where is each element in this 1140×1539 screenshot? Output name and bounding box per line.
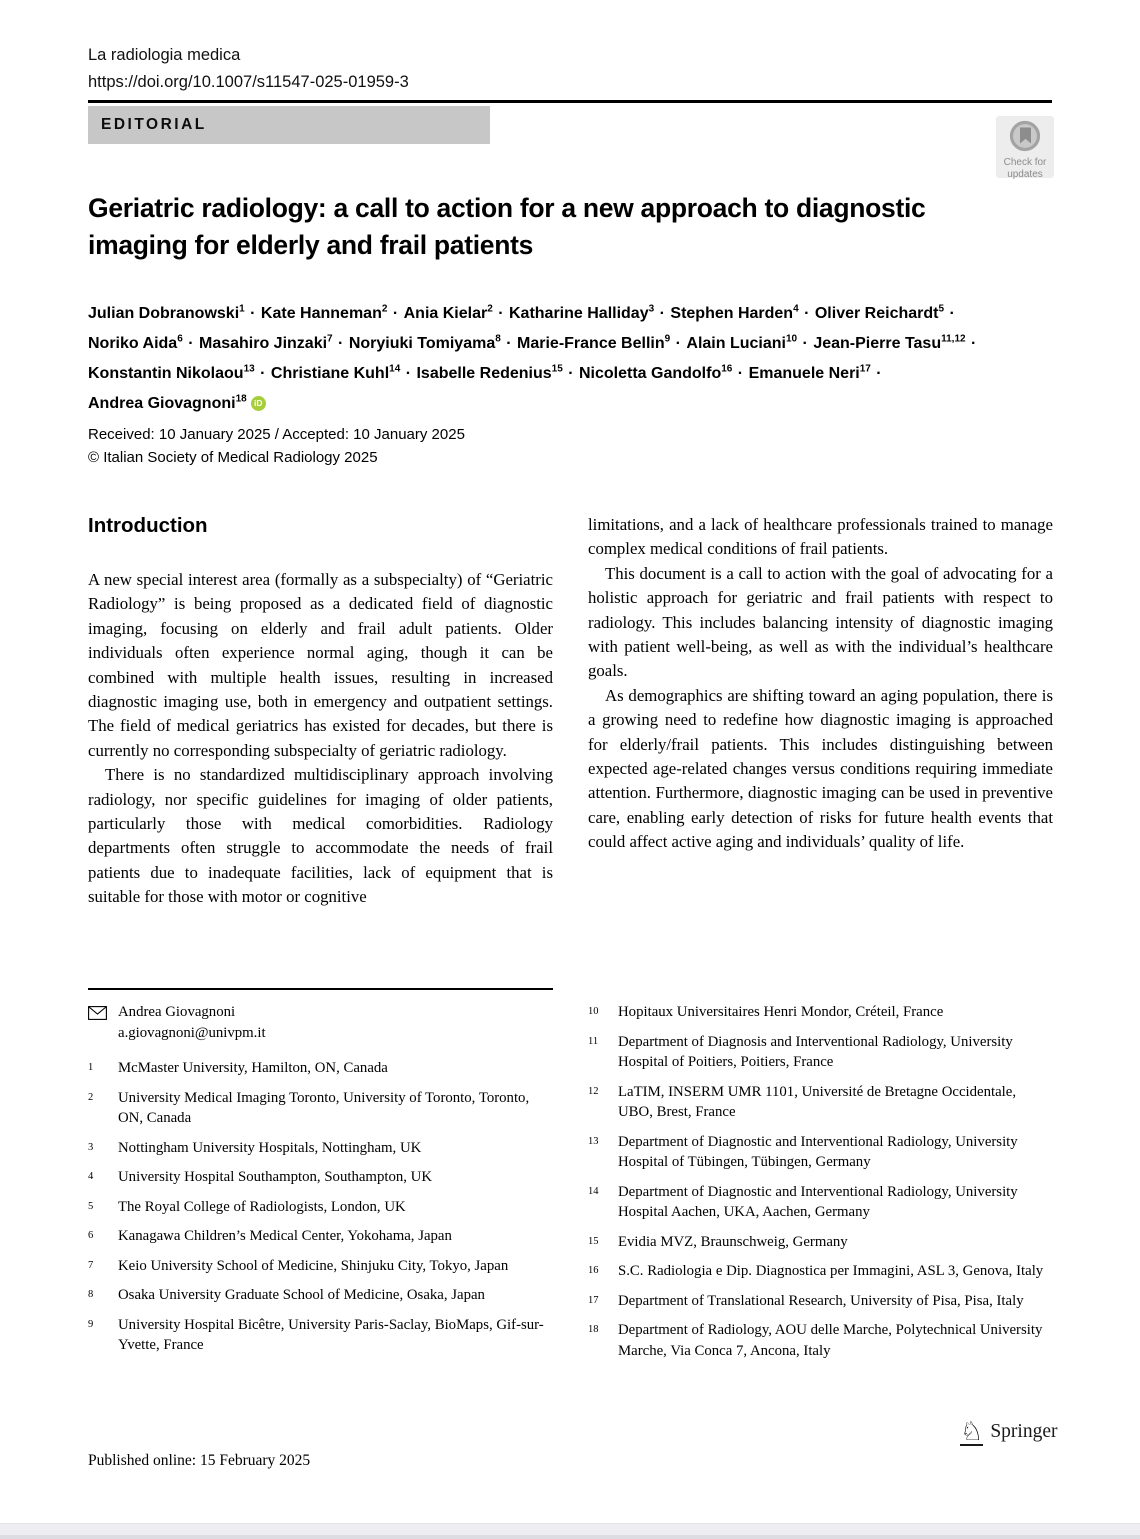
author-name: Jean-Pierre Tasu$^{11,12}$ bbox=[813, 333, 966, 353]
article-type-label: EDITORIAL bbox=[101, 116, 207, 133]
author-name: Alain Luciani$^{10}$ bbox=[686, 333, 798, 353]
affiliation-item bbox=[588, 1261, 1054, 1282]
author-name: Emanuele Neri$^{17}$ bbox=[748, 363, 871, 382]
footnote-divider bbox=[88, 988, 553, 990]
authors-line bbox=[88, 297, 1054, 416]
affiliation-item bbox=[88, 1197, 553, 1218]
body-column-left bbox=[88, 510, 553, 910]
body-col-left bbox=[88, 568, 553, 910]
corresponding-author-name: Andrea Giovagnoni bbox=[118, 1004, 236, 1020]
article-type-banner bbox=[88, 106, 490, 144]
affiliation-number: 17 bbox=[588, 1294, 599, 1306]
affiliation-item bbox=[588, 1182, 1054, 1223]
affiliation-item bbox=[88, 1226, 553, 1247]
copyright-line: © Italian Society of Medical Radiology 2025 bbox=[88, 448, 378, 466]
author-name: Katharine Halliday$^3$ bbox=[509, 304, 655, 323]
author-separator: · bbox=[563, 364, 578, 382]
affiliation-number: 4 bbox=[88, 1171, 94, 1182]
affiliation-text: The Royal College of Radiologists, London, UK bbox=[118, 1198, 406, 1215]
author-separator: · bbox=[655, 305, 670, 323]
author-name: Noriko Aida$^6$ bbox=[88, 333, 183, 353]
body-col-right bbox=[588, 513, 1053, 855]
affiliation-item bbox=[88, 1058, 553, 1079]
author-separator: · bbox=[799, 305, 814, 323]
affiliation-number: 2 bbox=[88, 1091, 94, 1103]
body-paragraph: A new special interest area (formally as a subspecialty) of “Geriatric Radiology” is being proposed as a dedicated field of diagnostic imaging, focusing on elderly and frail adult patients. Older individuals often experience normal aging, though it can be combined with multiple health issues, resulting in increased diagnostic imaging use, both in emergency and outpatient settings. The field of medical geriatrics has existed for decades, but there is currently no corresponding subspecialty of geriatric radiology. bbox=[88, 570, 553, 760]
author-name: Isabelle Redenius$^{15}$ bbox=[416, 363, 563, 382]
footnotes-right bbox=[588, 1002, 1054, 1370]
affiliation-number: 15 bbox=[588, 1235, 599, 1247]
correspondence-block bbox=[88, 1002, 553, 1043]
author-separator: · bbox=[966, 335, 977, 353]
affiliation-number: 18 bbox=[588, 1324, 599, 1335]
author-name: Christiane Kuhl$^{14}$ bbox=[270, 363, 401, 382]
body-paragraph: As demographics are shifting toward an aging population, there is a growing need to redefine how diagnostic imaging is approached for elderly/frail patients. This includes distinguishing between expected age-related changes versus conditions requiring immediate attention. Furthermore, diagnostic imaging can be used in preventive care, enabling early detection of risks for future health events that could affect active aging and individuals’ quality of life. bbox=[588, 685, 1053, 852]
affiliation-number: 9 bbox=[88, 1318, 94, 1330]
author-name: Masahiro Jinzaki$^7$ bbox=[198, 333, 333, 353]
affiliation-number: 7 bbox=[88, 1259, 94, 1271]
article-title: Geriatric radiology: a call to action for a new approach to diagnostic imaging for elderly and frail patients bbox=[88, 193, 926, 260]
affiliation-text: Department of Diagnostic and Interventional Radiology, University Hospital Aachen, UKA, Aachen, Germany bbox=[618, 1183, 1018, 1220]
affiliation-item bbox=[588, 1320, 1054, 1361]
check-for-updates-text: Check for updates bbox=[1003, 157, 1047, 180]
author-name: Noryiuki Tomiyama$^8$ bbox=[348, 333, 501, 353]
affiliation-text: LaTIM, INSERM UMR 1101, Université de Bretagne Occidentale, UBO, Brest, France bbox=[618, 1083, 1017, 1120]
affiliations-left bbox=[88, 1058, 553, 1356]
author-name: Andrea Giovagnoni$^{18}$ bbox=[88, 393, 247, 412]
author-separator: · bbox=[388, 305, 403, 323]
affiliation-item bbox=[588, 1232, 1054, 1253]
affiliation-item bbox=[588, 1291, 1054, 1312]
affiliation-number: 6 bbox=[88, 1230, 94, 1241]
author-separator: · bbox=[798, 335, 813, 353]
affiliation-text: Evidia MVZ, Braunschweig, Germany bbox=[618, 1233, 848, 1250]
author-separator: · bbox=[333, 335, 348, 353]
affiliation-item bbox=[588, 1002, 1054, 1023]
affiliation-item bbox=[588, 1132, 1054, 1173]
affiliation-item bbox=[88, 1256, 553, 1277]
publisher-name: Springer bbox=[990, 1421, 1058, 1442]
orcid-icon[interactable]: iD bbox=[251, 396, 266, 411]
author-separator: · bbox=[945, 305, 955, 323]
author-name: Stephen Harden$^4$ bbox=[670, 304, 799, 323]
journal-name: La radiologia medica bbox=[88, 46, 241, 64]
affiliation-item bbox=[88, 1088, 553, 1129]
author-separator: · bbox=[401, 364, 416, 382]
author-name: Kate Hanneman$^2$ bbox=[260, 304, 388, 323]
author-separator: · bbox=[493, 305, 508, 323]
author-name: Nicoletta Gandolfo$^{16}$ bbox=[579, 363, 733, 382]
body-paragraph: limitations, and a lack of healthcare professionals trained to manage complex medical conditions of frail patients. bbox=[588, 515, 1053, 559]
author-name: Oliver Reichardt$^5$ bbox=[814, 304, 945, 323]
affiliation-text: University Hospital Bicêtre, University Paris-Saclay, BioMaps, Gif-sur-Yvette, France bbox=[118, 1316, 544, 1353]
affiliation-text: Hopitaux Universitaires Henri Mondor, Créteil, France bbox=[618, 1004, 944, 1020]
affiliation-number: 11 bbox=[588, 1035, 599, 1047]
author-name: Konstantin Nikolaou$^{13}$ bbox=[88, 363, 255, 382]
affiliation-number: 1 bbox=[88, 1062, 94, 1073]
published-online-line: Published online: 15 February 2025 bbox=[88, 1452, 311, 1469]
footnotes-left bbox=[88, 1002, 553, 1365]
body-paragraph: There is no standardized multidisciplinary approach involving radiology, nor specific guidelines for imaging of older patients, particularly those with medical comorbidities. Radiology departments often struggle to accommodate the needs of frail patients due to inadequate facilities, lack of equipment that is suitable for those with motor or cognitive bbox=[88, 765, 553, 907]
author-separator: · bbox=[871, 364, 882, 382]
corresponding-author-email[interactable]: a.giovagnoni@univpm.it bbox=[118, 1024, 266, 1041]
author-separator: · bbox=[733, 364, 748, 382]
author-name: Julian Dobranowski$^1$ bbox=[88, 304, 245, 323]
affiliation-item bbox=[588, 1032, 1054, 1073]
affiliation-item bbox=[88, 1315, 553, 1356]
author-name: Ania Kielar$^2$ bbox=[403, 304, 493, 323]
author-name: Marie-France Bellin$^9$ bbox=[517, 333, 671, 353]
affiliation-item bbox=[88, 1285, 553, 1306]
affiliation-text: University Hospital Southampton, Southampton, UK bbox=[118, 1169, 433, 1185]
affiliation-number: 10 bbox=[588, 1006, 599, 1017]
affiliation-text: Kanagawa Children’s Medical Center, Yokohama, Japan bbox=[118, 1228, 452, 1244]
received-accepted-line: Received: 10 January 2025 / Accepted: 10 January 2025 bbox=[88, 426, 465, 443]
affiliations-right bbox=[588, 1002, 1054, 1361]
affiliation-number: 16 bbox=[588, 1265, 599, 1276]
affiliation-text: University Medical Imaging Toronto, University of Toronto, Toronto, ON, Canada bbox=[118, 1089, 530, 1126]
affiliation-number: 8 bbox=[88, 1289, 94, 1300]
affiliation-text: S.C. Radiologia e Dip. Diagnostica per Immagini, ASL 3, Genova, Italy bbox=[618, 1263, 1044, 1279]
affiliation-item bbox=[88, 1138, 553, 1159]
affiliation-number: 12 bbox=[588, 1085, 599, 1097]
author-separator: · bbox=[501, 335, 517, 353]
check-for-updates-badge[interactable] bbox=[996, 116, 1054, 178]
springer-logo bbox=[960, 1418, 1057, 1446]
springer-knight-icon: ♘ bbox=[960, 1416, 984, 1446]
doi-link[interactable]: https://doi.org/10.1007/s11547-025-01959-3 bbox=[88, 73, 409, 91]
header-rule bbox=[88, 100, 1052, 103]
page-bottom-edge bbox=[0, 1535, 1140, 1539]
section-heading-introduction: Introduction bbox=[88, 514, 208, 537]
author-separator: · bbox=[183, 335, 198, 353]
check-for-updates-icon bbox=[1008, 120, 1042, 157]
affiliation-text: McMaster University, Hamilton, ON, Canada bbox=[118, 1060, 388, 1076]
body-paragraph: This document is a call to action with the goal of advocating for a holistic approach for geriatric and frail patients with respect to radiology. This includes balancing intensity of diagnostic imaging with patient well-being, as well as with the individual’s healthcare goals. bbox=[588, 563, 1053, 681]
author-separator: · bbox=[671, 335, 686, 353]
affiliation-number: 14 bbox=[588, 1185, 599, 1197]
affiliation-number: 3 bbox=[88, 1141, 94, 1153]
author-separator: · bbox=[245, 305, 260, 323]
affiliation-text: Nottingham University Hospitals, Nottingham, UK bbox=[118, 1139, 422, 1156]
affiliation-item bbox=[588, 1082, 1054, 1123]
author-separator: · bbox=[255, 364, 270, 382]
affiliation-text: Department of Translational Research, University of Pisa, Pisa, Italy bbox=[618, 1292, 1024, 1309]
affiliation-item bbox=[88, 1167, 553, 1188]
envelope-icon bbox=[88, 1002, 118, 1043]
dates-block bbox=[88, 424, 465, 469]
affiliation-text: Department of Diagnosis and Interventional Radiology, University Hospital of Poitiers, Poitiers, France bbox=[618, 1033, 1013, 1070]
affiliation-text: Keio University School of Medicine, Shinjuku City, Tokyo, Japan bbox=[118, 1257, 509, 1274]
affiliation-text: Osaka University Graduate School of Medicine, Osaka, Japan bbox=[118, 1287, 485, 1303]
affiliation-text: Department of Diagnostic and Interventional Radiology, University Hospital of Tübingen, Tübingen, Germany bbox=[618, 1133, 1018, 1170]
affiliation-number: 5 bbox=[88, 1200, 94, 1212]
affiliation-number: 13 bbox=[588, 1135, 599, 1147]
body-column-right bbox=[588, 513, 1053, 855]
affiliation-text: Department of Radiology, AOU delle Marche, Polytechnical University Marche, Via Conca 7, Ancona, Italy bbox=[618, 1322, 1043, 1359]
